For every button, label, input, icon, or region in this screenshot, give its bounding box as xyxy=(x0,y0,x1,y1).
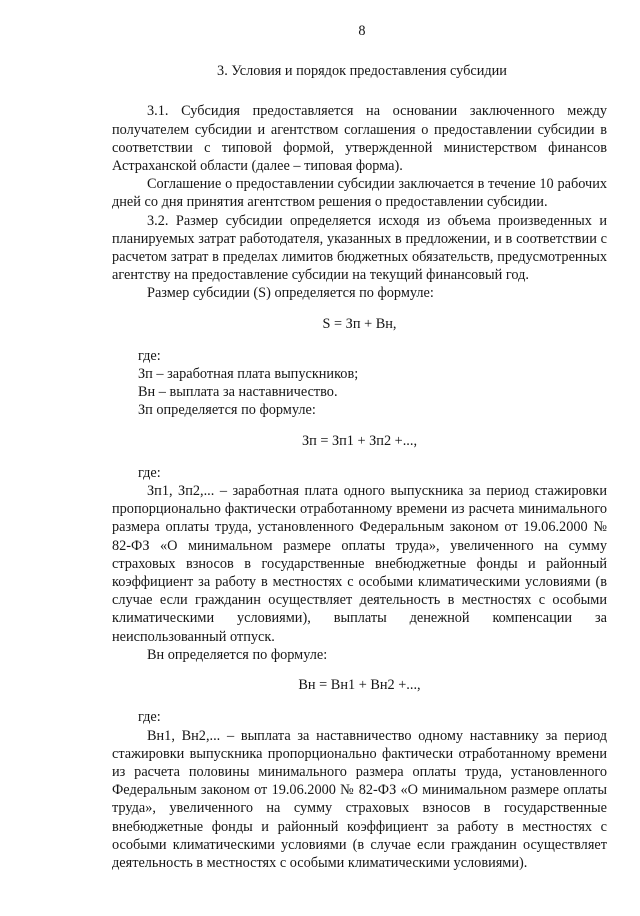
section-title: 3. Условия и порядок предоставления субсидии xyxy=(217,63,507,80)
paragraph-zp-definition: Зп1, Зп2,... – заработная плата одного выпускника за период стажировки пропорционально фактически отработанному времени из расчета минимального размера оплаты труда, установленного Федеральным законом от 19.06.2000 № 82-ФЗ «О минимальном размере оплаты труда», увеличенного на сумму страховых взносов в государственные внебюджетные фонды и районный коэффициент за работу в местностях с особыми климатическими условиями (в случае если гражданин осуществляет деятельность в местностях с особыми климатическими условиями), выплаты денежной компенсации за неиспользованный отпуск. xyxy=(112,483,607,645)
paragraph-3-2: 3.2. Размер субсидии определяется исходя из объема произведенных и планируемых затрат работодателя, указанных в предложении, и в соответствии с расчетом затрат в пределах лимитов бюджетных обязательств, предусмотренных агентству на предоставление субсидии на текущий финансовый год. xyxy=(112,212,607,284)
zp-formula-intro: Зп определяется по формуле: xyxy=(138,402,316,419)
paragraph-3-1: 3.1. Субсидия предоставляется на основании заключенного между получателем субсидии и агентством соглашения о предоставлении субсидии в соответствии с типовой формой, утвержденной министерством финансов Астраханской области (далее – типовая форма). xyxy=(112,103,607,175)
vn-formula-intro: Вн определяется по формуле: xyxy=(147,646,328,663)
formula-vn: Вн = Вн1 + Вн2 +..., xyxy=(298,677,421,694)
page-number: 8 xyxy=(358,23,366,39)
paragraph-formula-intro: Размер субсидии (S) определяется по формуле: xyxy=(147,285,434,302)
paragraph-agreement: Соглашение о предоставлении субсидии заключается в течение 10 рабочих дней со дня принятия агентством решения о предоставлении субсидии. xyxy=(112,176,607,211)
formula-s: S = Зп + Вн, xyxy=(322,315,397,332)
formula-zp: Зп = Зп1 + Зп2 +..., xyxy=(301,432,418,449)
where-label-2: где: xyxy=(138,464,161,481)
paragraph-vn-definition: Вн1, Вн2,... – выплата за наставничество одному наставнику за период стажировки выпускника пропорционально фактически отработанному времени из расчета половины минимального размера оплаты труда, установленного Федеральным законом от 19.06.2000 № 82-ФЗ «О минимальном размере оплаты труда», увеличенного на сумму страховых взносов в государственные внебюджетные фонды и районный коэффициент за работу в местностях с особыми климатическими условиями (в случае если гражданин осуществляет деятельность в местностях с особыми климатическими условиями). xyxy=(112,727,607,871)
definition-zp: Зп – заработная плата выпускников; xyxy=(138,366,359,383)
where-label-3: где: xyxy=(138,709,161,726)
page-content xyxy=(112,22,607,872)
definition-vn: Вн – выплата за наставничество. xyxy=(138,384,338,401)
where-label-1: где: xyxy=(138,347,161,364)
